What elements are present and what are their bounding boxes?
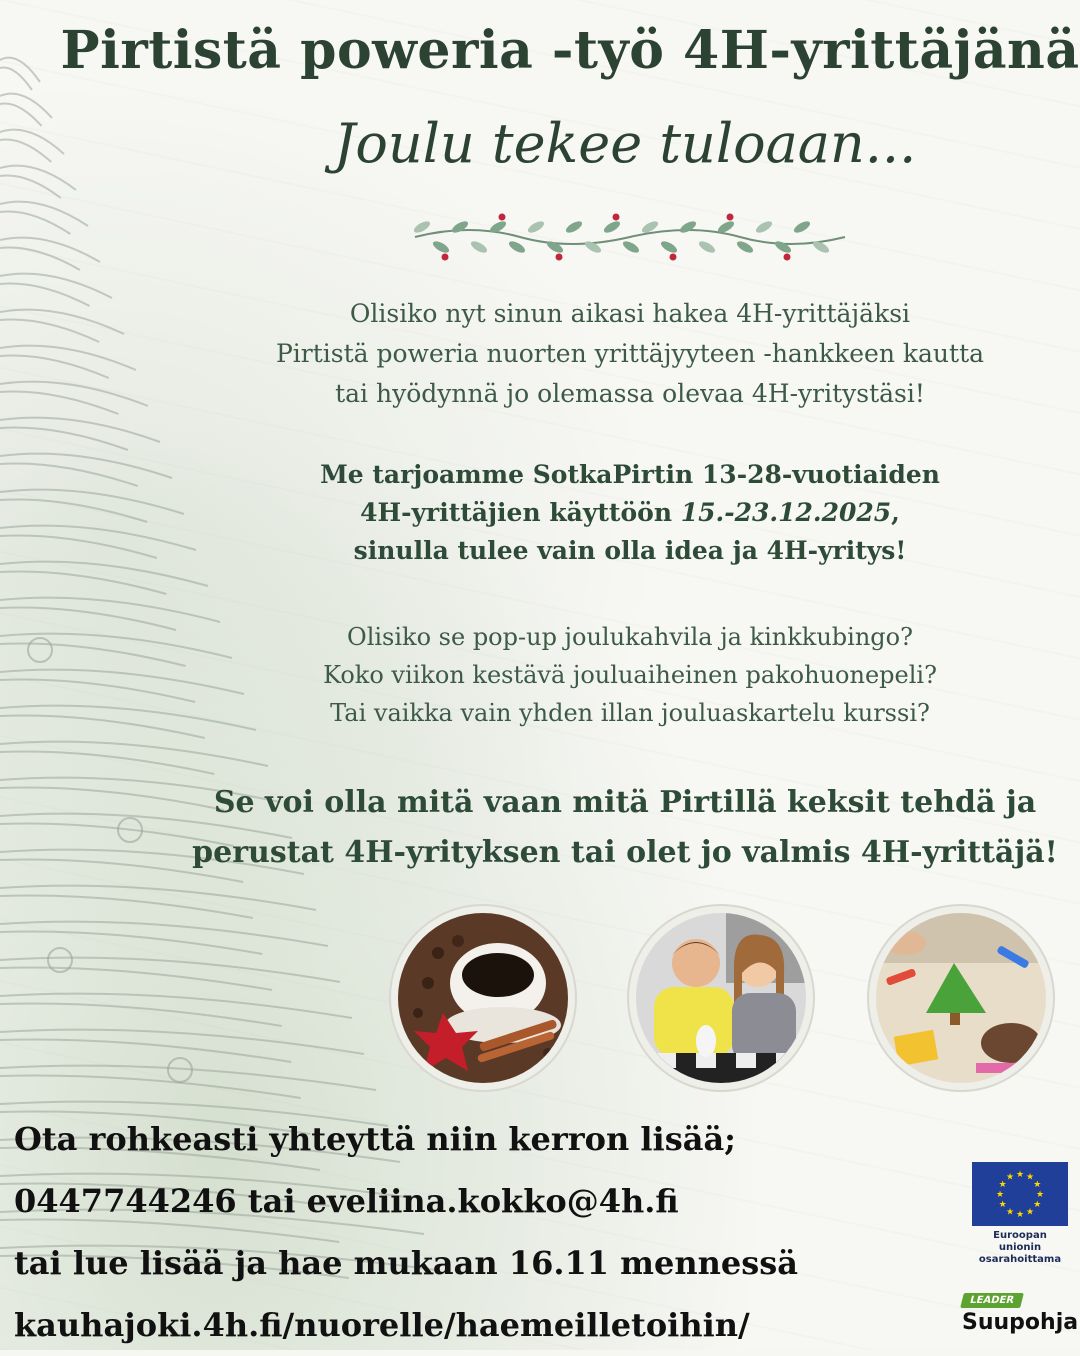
offer-line-suffix: , <box>891 498 900 527</box>
svg-text:★: ★ <box>998 1180 1007 1190</box>
holly-garland-icon <box>410 205 850 269</box>
svg-text:★: ★ <box>1025 1207 1035 1218</box>
leader-name: Suupohja <box>962 1310 1079 1335</box>
svg-text:★: ★ <box>1033 1180 1042 1190</box>
ideas-text <box>170 618 1080 732</box>
idea-line: Tai vaikka vain yhden illan jouluaskartelu kurssi? <box>330 699 930 727</box>
eu-flag-icon <box>972 1162 1068 1226</box>
highlight-line: perustat 4H-yrityksen tai olet jo valmis 4H-yrittäjä! <box>192 835 1058 870</box>
offer-dates: 15.-23.12.2025 <box>680 498 892 527</box>
intro-line: Pirtistä poweria nuorten yrittäjyyteen -hankkeen kautta <box>275 339 985 368</box>
svg-text:★: ★ <box>1015 1210 1025 1220</box>
intro-text <box>170 294 1080 414</box>
eu-caption <box>972 1230 1068 1266</box>
kids-game-photo <box>636 913 806 1083</box>
intro-line: tai hyödynnä jo olemassa olevaa 4H-yritystäsi! <box>335 379 925 408</box>
eu-caption-line: osarahoittama <box>978 1254 1062 1265</box>
svg-text:★: ★ <box>998 1200 1007 1210</box>
idea-line: Olisiko se pop-up joulukahvila ja kinkkubingo? <box>347 623 913 651</box>
eu-funding-logo <box>972 1162 1068 1266</box>
contact-info <box>14 1108 798 1356</box>
offer-line-prefix: 4H-yrittäjien käyttöön <box>360 498 681 527</box>
svg-text:★: ★ <box>995 1190 1005 1200</box>
svg-text:★: ★ <box>1033 1200 1042 1210</box>
eu-caption-line: Euroopan unionin <box>993 1230 1047 1253</box>
leader-logo <box>962 1288 1079 1335</box>
contact-line: tai lue lisää ja hae mukaan 16.11 mennessä <box>14 1244 799 1282</box>
crafts-photo <box>876 913 1046 1083</box>
contact-line: Ota rohkeasti yhteyttä niin kerron lisää; <box>14 1120 736 1158</box>
page-title: Pirtistä poweria -työ 4H-yrittäjänä <box>60 20 1080 81</box>
svg-text:★: ★ <box>1035 1190 1045 1200</box>
svg-text:★: ★ <box>1005 1207 1015 1218</box>
highlight-text <box>160 778 1080 878</box>
offer-line: sinulla tulee vain olla idea ja 4H-yritys! <box>353 536 907 565</box>
coffee-photo <box>398 913 568 1083</box>
page-subtitle: Joulu tekee tuloaan... <box>333 112 917 175</box>
contact-url[interactable]: kauhajoki.4h.fi/nuorelle/haemeilletoihin/ <box>14 1306 750 1344</box>
contact-phone-email[interactable]: 0447744246 tai eveliina.kokko@4h.fi <box>14 1182 679 1220</box>
intro-line: Olisiko nyt sinun aikasi hakea 4H-yrittäjäksi <box>349 299 911 328</box>
offer-line <box>170 494 1080 532</box>
svg-text:★: ★ <box>1025 1172 1035 1183</box>
offer-text <box>170 456 1080 570</box>
svg-text:★: ★ <box>1015 1170 1025 1180</box>
idea-line: Koko viikon kestävä jouluaiheinen pakohuonepeli? <box>323 661 937 689</box>
leader-badge: LEADER <box>960 1293 1024 1308</box>
highlight-line: Se voi olla mitä vaan mitä Pirtillä keksit tehdä ja <box>213 785 1037 820</box>
svg-text:★: ★ <box>1005 1172 1015 1183</box>
offer-line: Me tarjoamme SotkaPirtin 13-28-vuotiaiden <box>320 460 940 489</box>
